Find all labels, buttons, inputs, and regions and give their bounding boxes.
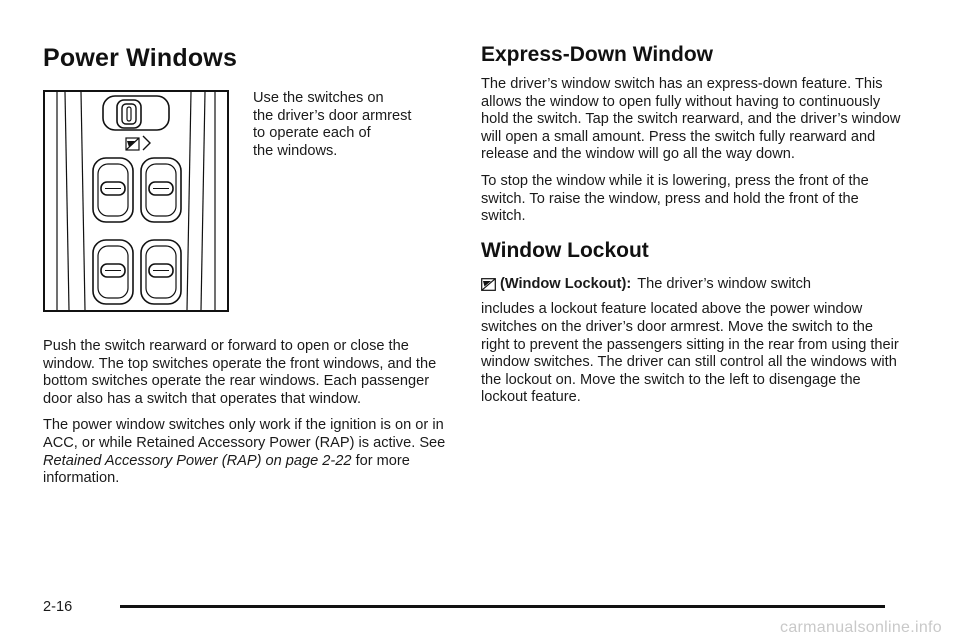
paragraph-switch-operation: Push the switch rearward or forward to open or close the window. The top switches operate the front windows, and the bottom switches operate the rear windows. Each passenger door also has a switch that operates that window. xyxy=(43,338,437,407)
ignition-note-text-end: for more information. xyxy=(43,452,410,487)
paragraph-lockout: includes a lockout feature located above the power window switches on the driver’s door armrest. Move the switch to the right to prevent the passengers sitting in the rear from using their window switches. The driver can still control all the windows with the lockout on. Move the switch to the left to disengage the lockout feature. xyxy=(481,301,899,406)
cross-reference-link[interactable]: Retained Accessory Power (RAP) on page 2-22 xyxy=(43,452,352,469)
lockout-intro-line xyxy=(481,276,901,294)
rear-right-window-switch xyxy=(141,240,181,304)
paragraph-ignition-note xyxy=(43,417,453,487)
paragraph-express-down: The driver’s window switch has an express-down feature. This allows the window to open fully without having to continuously hold the switch. Tap the switch rearward, and the driver’s window will open a small amount. Press the switch fully rearward and release and the window will go all the way down. xyxy=(481,76,901,163)
footer-rule xyxy=(120,605,885,608)
figure-caption-text: Use the switches on the driver’s door armrest to operate each of the windows. xyxy=(253,90,412,159)
section-title-power-windows: Power Windows xyxy=(43,44,238,72)
page-number: 2-16 xyxy=(43,599,73,615)
window-lockout-switch-icon xyxy=(126,136,150,150)
window-lockout-icon xyxy=(481,278,496,291)
lockout-first-text: The driver’s window switch xyxy=(637,275,812,292)
lockout-term: (Window Lockout): xyxy=(500,275,632,292)
front-left-window-switch xyxy=(93,158,133,222)
figure-caption xyxy=(253,90,453,160)
front-right-window-switch xyxy=(141,158,181,222)
watermark: carmanualsonline.info xyxy=(780,619,942,636)
page-footer xyxy=(43,597,885,617)
lockout-switch xyxy=(103,96,169,130)
right-column xyxy=(481,40,901,407)
figure-row xyxy=(43,90,453,338)
ignition-note-text-start: The power window switches only work if the ignition is on or in ACC, or while Retained Accessory Power (RAP) is active. See xyxy=(43,417,446,451)
section-title-express-down: Express-Down Window xyxy=(481,43,713,66)
paragraph-stop-window: To stop the window while it is lowering, press the front of the switch. To raise the window, press and hold the front of the switch. xyxy=(481,172,869,225)
window-switch-illustration xyxy=(43,90,229,312)
switch-panel-drawing xyxy=(45,92,227,310)
left-column xyxy=(43,40,453,488)
section-title-window-lockout: Window Lockout xyxy=(481,238,649,262)
rear-left-window-switch xyxy=(93,240,133,304)
